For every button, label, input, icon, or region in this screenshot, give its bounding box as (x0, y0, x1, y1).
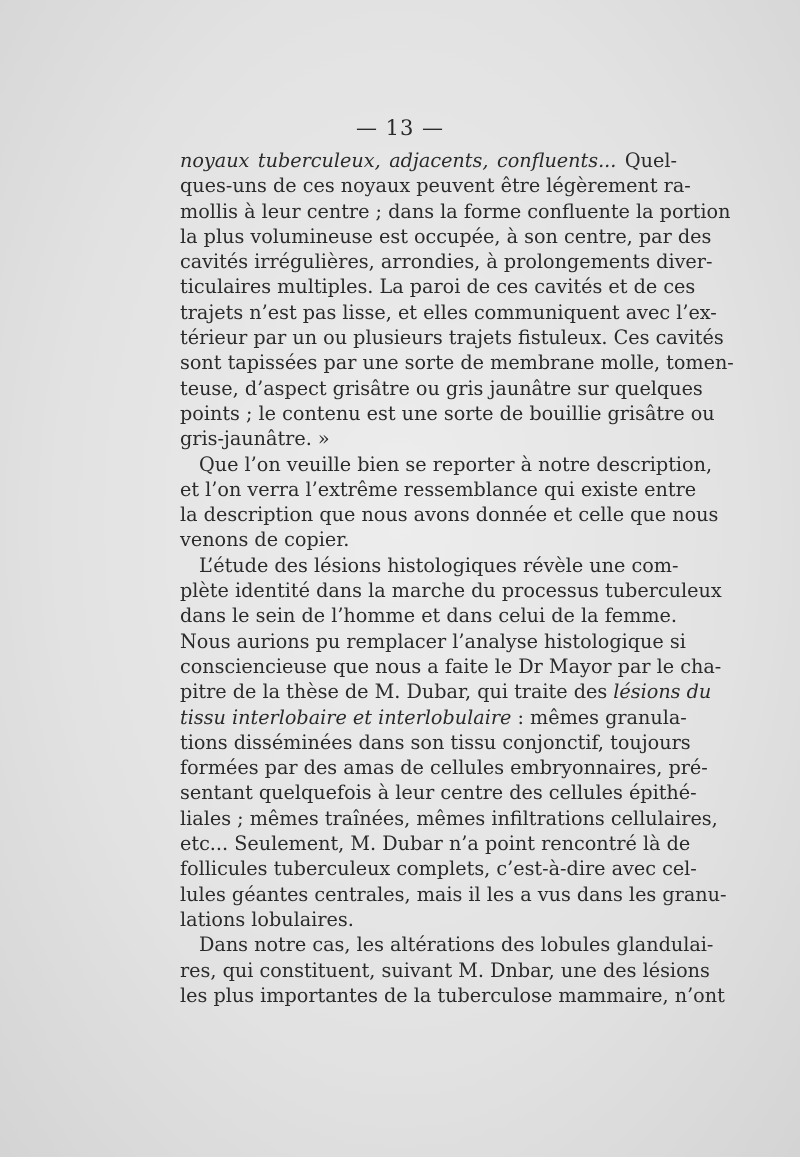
text-run: trajets n’est pas lisse, et elles communiquent avec l’ex- (180, 300, 717, 324)
text-line (180, 654, 722, 679)
text-line (180, 300, 717, 325)
text-line (180, 376, 703, 401)
text-line (180, 148, 677, 173)
text-run: consciencieuse que nous a faite le Dr Mayor par le cha- (180, 654, 722, 678)
text-run: la plus volumineuse est occupée, à son centre, par des (180, 224, 712, 248)
text-run: sont tapissées par une sorte de membrane molle, tomen- (180, 351, 734, 375)
text-line (180, 831, 691, 856)
text-run: cavités irrégulières, arrondies, à prolongements diver- (180, 250, 713, 274)
text-line (180, 452, 713, 477)
italic-text: lésions du (613, 680, 712, 704)
page-number: — 13 — (355, 116, 445, 140)
text-line (180, 730, 691, 755)
text-line (180, 983, 725, 1008)
text-line (180, 426, 677, 451)
text-line (180, 806, 718, 831)
text-run: lations lobulaires. (180, 907, 354, 931)
text-run: res, qui constituent, suivant M. Dnbar, une des lésions (180, 958, 710, 982)
text-run: L’étude des lésions histologiques révèle une com- (199, 553, 679, 577)
text-line (180, 274, 696, 299)
text-run: venons de copier. (180, 528, 350, 552)
text-line (180, 679, 712, 704)
text-run: etc... Seulement, M. Dubar n’a point rencontré là de (180, 832, 691, 856)
text-run: pitre de la thèse de M. Dubar, qui traite des (180, 680, 614, 704)
text-line (180, 629, 686, 654)
text-run: plète identité dans la marche du processus tuberculeux (180, 579, 722, 603)
text-line (180, 401, 715, 426)
text-run: lules géantes centrales, mais il les a vus dans les granu- (180, 882, 727, 906)
text-run: Que l’on veuille bien se reporter à notre description, (199, 452, 713, 476)
text-run: tions disséminées dans son tissu conjonctif, toujours (180, 730, 691, 754)
text-run: Quel- (616, 149, 677, 172)
text-run: : mêmes granula- (511, 705, 687, 729)
text-run: mollis à leur centre ; dans la forme confluente la portion (180, 199, 731, 223)
text-run: teuse, d’aspect grisâtre ou gris jaunâtre sur quelques (180, 376, 703, 400)
text-line (180, 780, 697, 805)
text-line (180, 958, 710, 983)
text-run: ques-uns de ces noyaux peuvent être légèrement ra- (180, 174, 691, 198)
text-run: Dans notre cas, les altérations des lobules glandulai- (199, 933, 714, 957)
text-line (180, 199, 731, 224)
text-run: les plus importantes de la tuberculose mammaire, n’ont (180, 983, 725, 1007)
text-line (180, 907, 677, 932)
text-run: formées par des amas de cellules embryonnaires, pré- (180, 756, 708, 780)
text-run: térieur par un ou plusieurs trajets fistuleux. Ces cavités (180, 326, 724, 350)
text-line (180, 578, 722, 603)
text-run: follicules tuberculeux complets, c’est-à-dire avec cel- (180, 857, 697, 881)
italic-text: tissu interlobaire et interlobulaire (180, 705, 512, 729)
text-line (180, 856, 697, 881)
text-run: et l’on verra l’extrême ressemblance qui existe entre (180, 477, 697, 501)
text-line (180, 325, 724, 350)
text-line (180, 224, 712, 249)
text-line (180, 932, 714, 957)
body-text (180, 148, 734, 1008)
text-line (180, 553, 677, 578)
text-run: Nous aurions pu remplacer l’analyse histologique si (180, 629, 686, 653)
text-line (180, 705, 687, 730)
text-line (180, 249, 713, 274)
text-run: gris-jaunâtre. » (180, 427, 330, 451)
text-run: liales ; mêmes traînées, mêmes infiltrations cellulaires, (180, 806, 718, 830)
text-run: sentant quelquefois à leur centre des cellules épithé- (180, 781, 697, 805)
text-line (180, 173, 691, 198)
italic-text: noyaux tuberculeux, adjacents, confluents... (180, 149, 617, 172)
text-line (180, 882, 727, 907)
text-run: dans le sein de l’homme et dans celui de la femme. (180, 604, 677, 628)
text-line (180, 755, 708, 780)
text-line (180, 350, 734, 375)
text-line (180, 502, 719, 527)
text-line (180, 477, 697, 502)
text-line (180, 603, 677, 628)
text-line (180, 527, 677, 552)
text-run: la description que nous avons donnée et celle que nous (180, 503, 719, 527)
text-run: points ; le contenu est une sorte de bouillie grisâtre ou (180, 401, 715, 425)
text-run: ticulaires multiples. La paroi de ces cavités et de ces (180, 275, 696, 299)
